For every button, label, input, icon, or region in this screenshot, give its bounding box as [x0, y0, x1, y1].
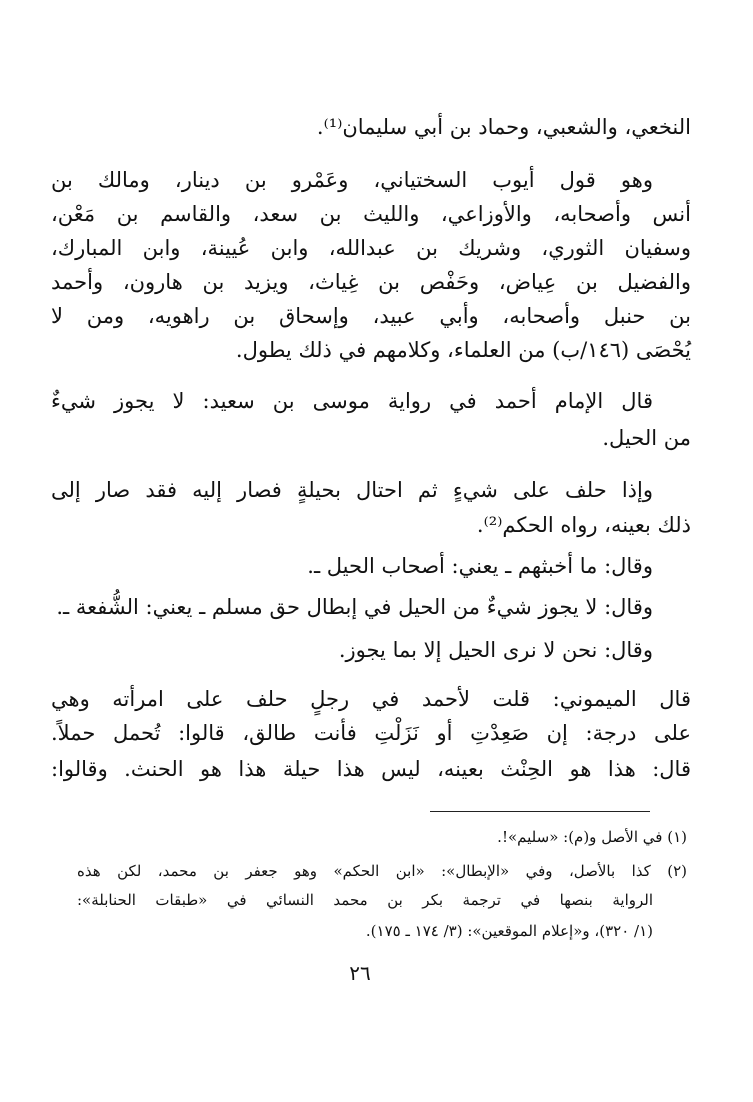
- footnote-separator: [430, 811, 650, 812]
- footnote-2: (٢) كذا بالأصل، وفي «الإبطال»: «ابن الحكم» وهو جعفر بن محمد، لكن هذه: [77, 862, 687, 880]
- page-number: ٢٦: [349, 961, 371, 985]
- text-line-2: وهو قول أيوب السختياني، وعَمْرو بن دينار، ومالك بن: [51, 168, 653, 192]
- text-line-12: وقال: ما أخبثهم ـ يعني: أصحاب الحيل ـ.: [307, 554, 653, 578]
- text-line-17: قال: هذا هو الحِنْث بعينه، ليس هذا حيلة هذا هو الحنث. وقالوا:: [51, 757, 691, 781]
- text-line-8: قال الإمام أحمد في رواية موسى بن سعيد: لا يجوز شيءٌ: [51, 389, 653, 413]
- text-line-11: ذلك بعينه، رواه الحكم⁽²⁾.: [476, 513, 691, 537]
- text-line-10: وإذا حلف على شيءٍ ثم احتال بحيلةٍ فصار إليه فقد صار إلى: [51, 478, 653, 502]
- text-line-3: أنس وأصحابه، والأوزاعي، والليث بن سعد، والقاسم بن مَعْن،: [51, 202, 691, 226]
- footnote-2-end: (١/ ٣٢٠)، و«إعلام الموقعين»: (٣/ ١٧٤ ـ ١٧٥).: [365, 922, 653, 940]
- text-line-6: بن حنبل وأصحابه، وأبي عبيد، وإسحاق بن راهويه، ومن لا: [51, 304, 691, 328]
- footnote-1: (١) في الأصل و(م): «سليم»!.: [497, 828, 687, 846]
- text-line-16: على درجة: إن صَعِدْتِ أو نَزَلْتِ فأنت طالق، قالوا: تُحمل حملاً.: [51, 721, 691, 745]
- footnote-2-continuation: الرواية بنصها في ترجمة بكر بن محمد النسائي في «طبقات الحنابلة»:: [77, 891, 653, 909]
- text-line-4: وسفيان الثوري، وشريك بن عبدالله، وابن عُيينة، وابن المبارك،: [51, 236, 691, 260]
- text-line-13: وقال: لا يجوز شيءٌ من الحيل في إبطال حق مسلم ـ يعني: الشُّفعة ـ.: [56, 595, 653, 619]
- text-line-9: من الحيل.: [602, 426, 691, 450]
- text-line-15: قال الميموني: قلت لأحمد في رجلٍ حلف على امرأته وهي: [51, 687, 691, 711]
- text-line-5: والفضيل بن عِياض، وحَفْص بن غِياث، ويزيد بن هارون، وأحمد: [51, 270, 691, 294]
- text-line-1: النخعي، والشعبي، وحماد بن أبي سليمان⁽¹⁾.: [316, 115, 691, 139]
- text-line-7: يُحْصَى (١٤٦/ب) من العلماء، وكلامهم في ذلك يطول.: [235, 338, 691, 362]
- text-line-14: وقال: نحن لا نرى الحيل إلا بما يجوز.: [338, 638, 653, 662]
